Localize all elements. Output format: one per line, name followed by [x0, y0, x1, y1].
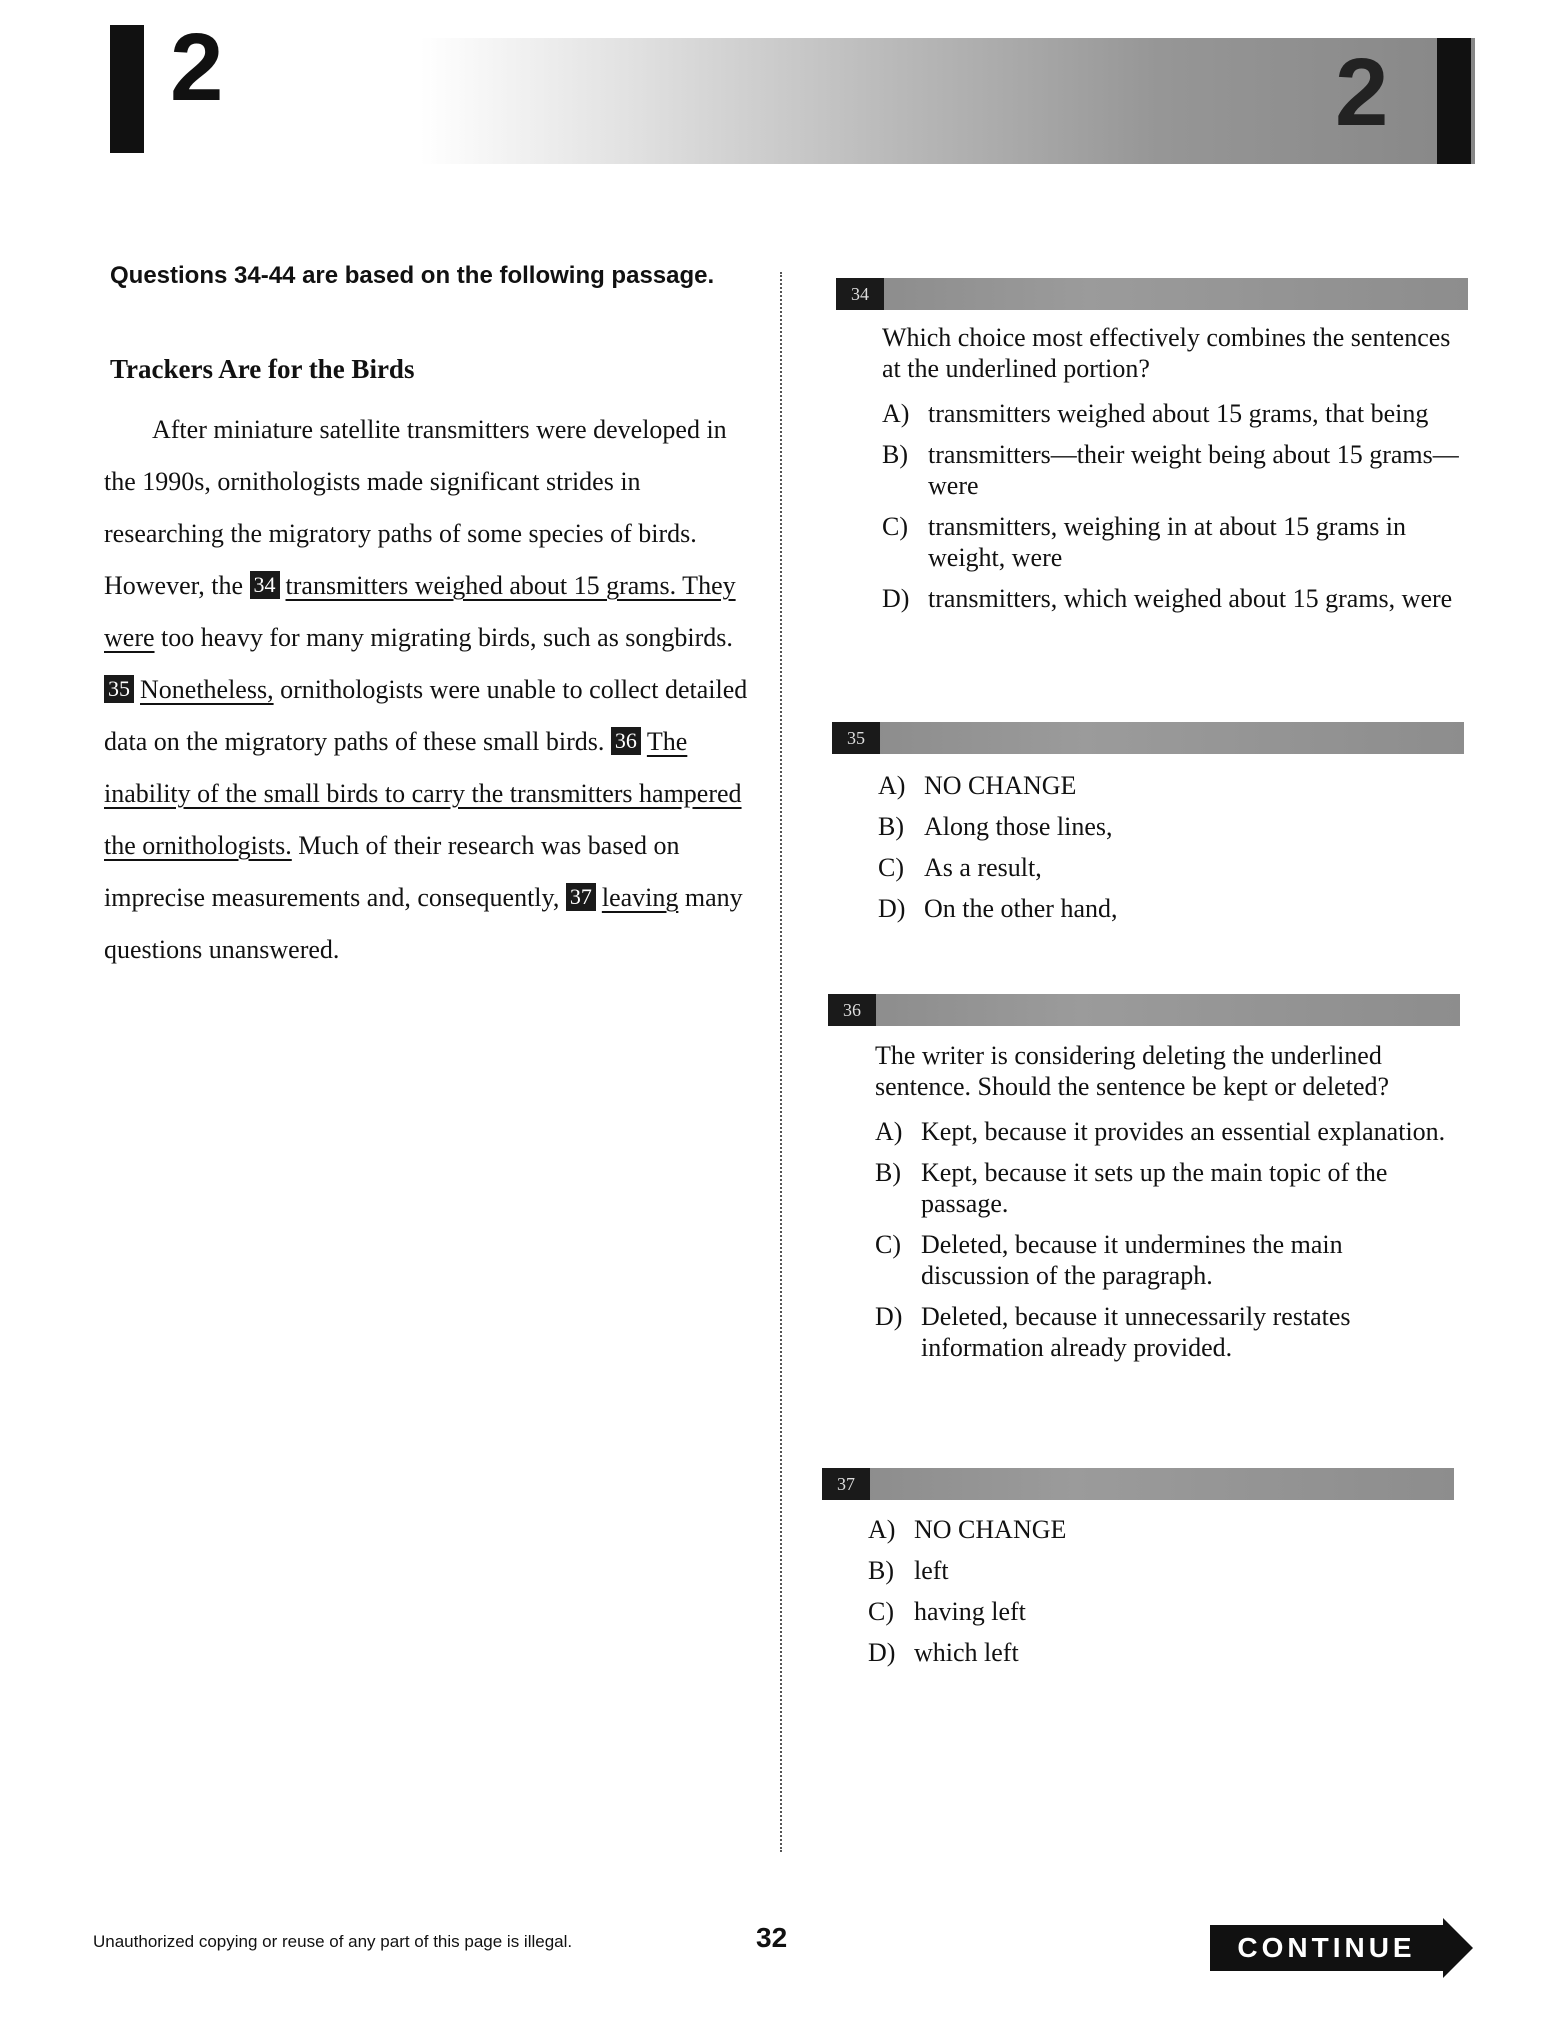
- option-letter: C): [878, 853, 904, 882]
- option-letter: A): [868, 1515, 896, 1544]
- question-marker-34[interactable]: 34: [250, 571, 280, 599]
- option-35-b[interactable]: [878, 811, 1458, 842]
- option-37-d[interactable]: [868, 1637, 1448, 1668]
- copyright-notice: Unauthorized copying or reuse of any part of this page is illegal.: [93, 1932, 573, 1951]
- option-text: transmitters, which weighed about 15 grams, were: [928, 584, 1453, 613]
- section-number-left: 2: [170, 14, 224, 121]
- option-text: Along those lines,: [924, 812, 1113, 841]
- question-number-34: 34: [836, 278, 884, 310]
- header-band: [420, 38, 1475, 164]
- question-prompt-36: The writer is considering deleting the underlined sentence. Should the sentence be kept or deleted?: [875, 1041, 1390, 1101]
- underlined-portion-34: transmitters weighed about 15 grams. They were: [104, 571, 736, 652]
- option-34-a[interactable]: [882, 398, 1462, 429]
- question-number-35: 35: [832, 722, 880, 754]
- option-text: transmitters weighed about 15 grams, that being: [928, 399, 1429, 428]
- option-letter: D): [868, 1638, 896, 1667]
- option-text: Deleted, because it unnecessarily restates information already provided.: [921, 1302, 1351, 1362]
- option-37-c[interactable]: [868, 1596, 1448, 1627]
- option-text: As a result,: [924, 853, 1042, 882]
- option-letter: C): [882, 512, 908, 541]
- passage-body: [104, 404, 754, 976]
- underlined-portion-35: Nonetheless,: [140, 675, 274, 704]
- option-34-d[interactable]: [882, 583, 1462, 614]
- passage-text: many questions unanswered.: [104, 883, 743, 964]
- question-marker-35[interactable]: 35: [104, 675, 134, 703]
- option-text: transmitters, weighing in at about 15 grams in weight, were: [928, 512, 1407, 572]
- option-37-b[interactable]: [868, 1555, 1448, 1586]
- question-number-36: 36: [828, 994, 876, 1026]
- passage-text: too heavy for many migrating birds, such as songbirds.: [154, 623, 733, 652]
- option-letter: A): [875, 1117, 903, 1146]
- option-37-a[interactable]: [868, 1514, 1448, 1545]
- page-number: 32: [756, 1922, 788, 1953]
- option-letter: C): [875, 1230, 901, 1259]
- question-marker-36[interactable]: 36: [611, 727, 641, 755]
- continue-button[interactable]: CONTINUE: [1210, 1925, 1443, 1971]
- passage-text: After miniature satellite transmitters were developed in the 1990s, ornithologists made significant strides in researching the migratory paths of some species of birds. However, the: [104, 415, 727, 600]
- option-36-d[interactable]: [875, 1301, 1455, 1363]
- option-text: Kept, because it sets up the main topic of the passage.: [921, 1158, 1388, 1218]
- section-marker-bar-left: [110, 25, 144, 153]
- option-text: which left: [914, 1638, 1019, 1667]
- option-text: NO CHANGE: [914, 1515, 1067, 1544]
- option-letter: B): [878, 812, 904, 841]
- question-35: [878, 770, 1458, 934]
- question-number-37: 37: [822, 1468, 870, 1500]
- option-36-a[interactable]: [875, 1116, 1455, 1147]
- question-header-36: [828, 994, 1460, 1026]
- passage-text: Much of their research was based on imprecise measurements and, consequently,: [104, 831, 680, 912]
- option-35-d[interactable]: [878, 893, 1458, 924]
- question-header-34: [836, 278, 1468, 310]
- option-text: Deleted, because it undermines the main discussion of the paragraph.: [921, 1230, 1343, 1290]
- underlined-portion-36: The inability of the small birds to carry the transmitters hampered the ornithologists.: [104, 727, 742, 860]
- option-letter: D): [882, 584, 910, 613]
- question-34: [882, 322, 1462, 624]
- option-text: Kept, because it provides an essential explanation.: [921, 1117, 1446, 1146]
- option-text: having left: [914, 1597, 1026, 1626]
- option-35-c[interactable]: [878, 852, 1458, 883]
- option-letter: B): [868, 1556, 894, 1585]
- option-text: transmitters—their weight being about 15 grams—were: [928, 440, 1459, 500]
- option-text: left: [914, 1556, 949, 1585]
- continue-arrow-icon: [1443, 1918, 1473, 1978]
- option-letter: A): [882, 399, 910, 428]
- option-letter: D): [878, 894, 906, 923]
- underlined-portion-37: leaving: [601, 883, 679, 912]
- question-prompt-34: Which choice most effectively combines the sentences at the underlined portion?: [882, 323, 1451, 383]
- option-35-a[interactable]: [878, 770, 1458, 801]
- option-text: NO CHANGE: [924, 771, 1077, 800]
- question-marker-37[interactable]: 37: [566, 883, 596, 911]
- passage-intro: Questions 34-44 are based on the following passage.: [110, 262, 715, 289]
- column-divider: [780, 272, 782, 1852]
- section-number-right: 2: [1335, 39, 1389, 146]
- option-letter: D): [875, 1302, 903, 1331]
- option-34-c[interactable]: [882, 511, 1462, 573]
- option-letter: B): [882, 440, 908, 469]
- option-36-c[interactable]: [875, 1229, 1455, 1291]
- option-letter: B): [875, 1158, 901, 1187]
- passage-text: ornithologists were unable to collect detailed data on the migratory paths of these small birds.: [104, 675, 748, 756]
- question-header-37: [822, 1468, 1454, 1500]
- question-36: [875, 1040, 1455, 1373]
- option-34-b[interactable]: [882, 439, 1462, 501]
- question-header-35: [832, 722, 1464, 754]
- option-letter: A): [878, 771, 906, 800]
- option-letter: C): [868, 1597, 894, 1626]
- question-37: [868, 1514, 1448, 1678]
- section-marker-bar-right: [1437, 38, 1471, 164]
- option-text: On the other hand,: [924, 894, 1118, 923]
- passage-title: Trackers Are for the Birds: [110, 354, 415, 384]
- option-36-b[interactable]: [875, 1157, 1455, 1219]
